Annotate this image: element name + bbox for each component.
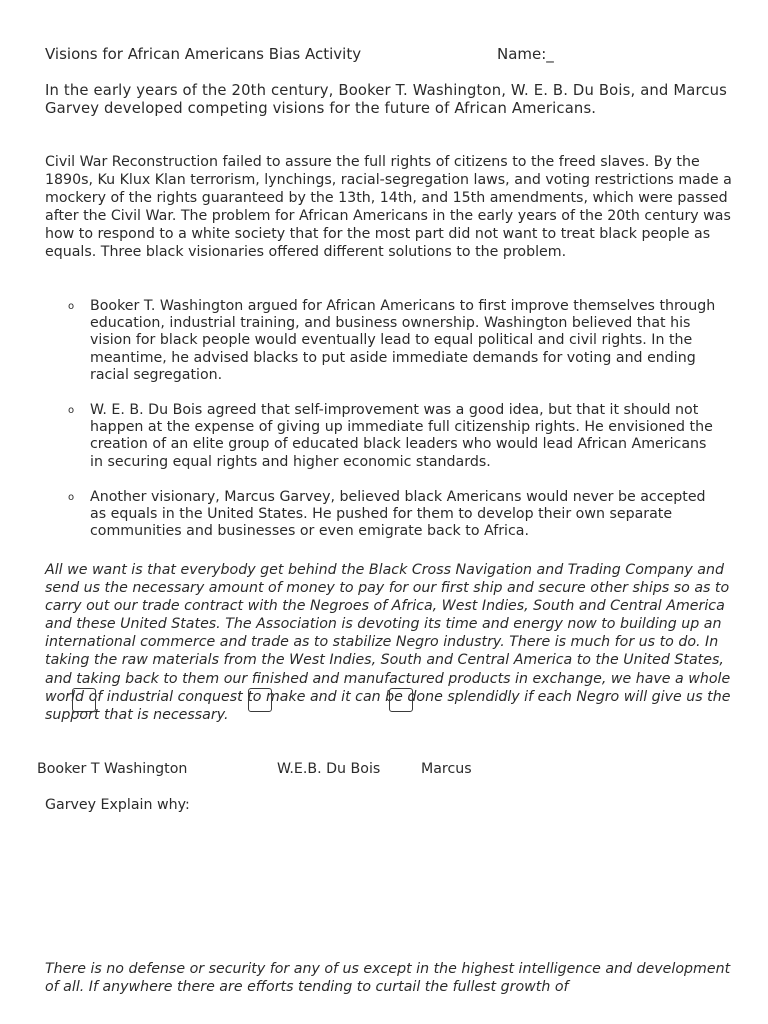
bullet-marker: o [68,405,75,416]
garvey-description: Another visionary, Marcus Garvey, believed black Americans would never be accepted as equals in the United States. He pushed for them to develop their own separate communities and businesses or even emigrate back to Africa. [90,489,706,540]
washington-description: Booker T. Washington argued for African Americans to first improve themselves through education, industrial training, and business ownership. Washington believed that his vision for black people would eventually lead to equal political and civil rights. In the meantime, he advised blacks to put aside immediate demands for voting and ending racial segregation. [90,298,716,383]
option-web-dubois[interactable]: W.E.B. Du Bois [277,761,381,777]
bullet-marker: o [68,492,75,503]
name-field-label: Name:_ [497,45,554,63]
checkbox-web-dubois[interactable] [248,688,272,712]
bullet-marker: o [68,301,75,312]
checkbox-booker-washington[interactable] [72,688,96,712]
header-row [45,45,735,65]
checkbox-marcus-garvey[interactable] [389,688,413,712]
context-paragraph: Civil War Reconstruction failed to assure the full rights of citizens to the freed slaves. By the 1890s, Ku Klux Klan terrorism, lynchings, racial-segregation laws, and voting restrictions made a mockery of the rights guaranteed by the 13th, 14th, and 15th amendments, which were passed after the Civil War. The problem for African Americans in the early years of the 20th century was how to respond to a white society that for the most part did not want to treat black people as equals. Three black visionaries offered different solutions to the problem. [45,154,732,261]
dubois-description: W. E. B. Du Bois agreed that self-improvement was a good idea, but that it should not happen at the expense of giving up immediate full citizenship rights. He envisioned the creation of an elite group of educated black leaders who would lead African Americans in securing equal rights and higher economic standards. [90,402,713,470]
explain-answer-field[interactable] [45,820,739,954]
answer-options [37,760,737,780]
option-marcus-garvey[interactable]: Marcus [421,761,472,777]
page-title: Visions for African Americans Bias Activity [45,45,362,63]
quote-two: There is no defense or security for any of us except in the highest intelligence and development of all. If anywhere there are efforts tending to curtail the fullest growth of [45,961,731,996]
option-booker-washington[interactable]: Booker T Washington [37,761,188,777]
intro-paragraph: In the early years of the 20th century, Booker T. Washington, W. E. B. Du Bois, and Marcus Garvey developed competing visions for the future of African Americans. [45,82,728,117]
quote-one: All we want is that everybody get behind the Black Cross Navigation and Trading Company and send us the necessary amount of money to pay for our first ship and secure other ships so as to carry out our trade contract with the Negroes of Africa, West Indies, South and Central America and these United States. The Association is devoting its time and energy now to building up an international commerce and trade as to stabilize Negro industry. There is much for us to do. In taking the raw materials from the West Indies, South and Central America to the United States, and taking back to them our finished and manufactured products in exchange, we have a whole world of industrial conquest to make and it can be done splendidly if each Negro will give us the support that is necessary. [45,562,731,723]
explain-why-label: Garvey Explain why: [45,797,190,813]
